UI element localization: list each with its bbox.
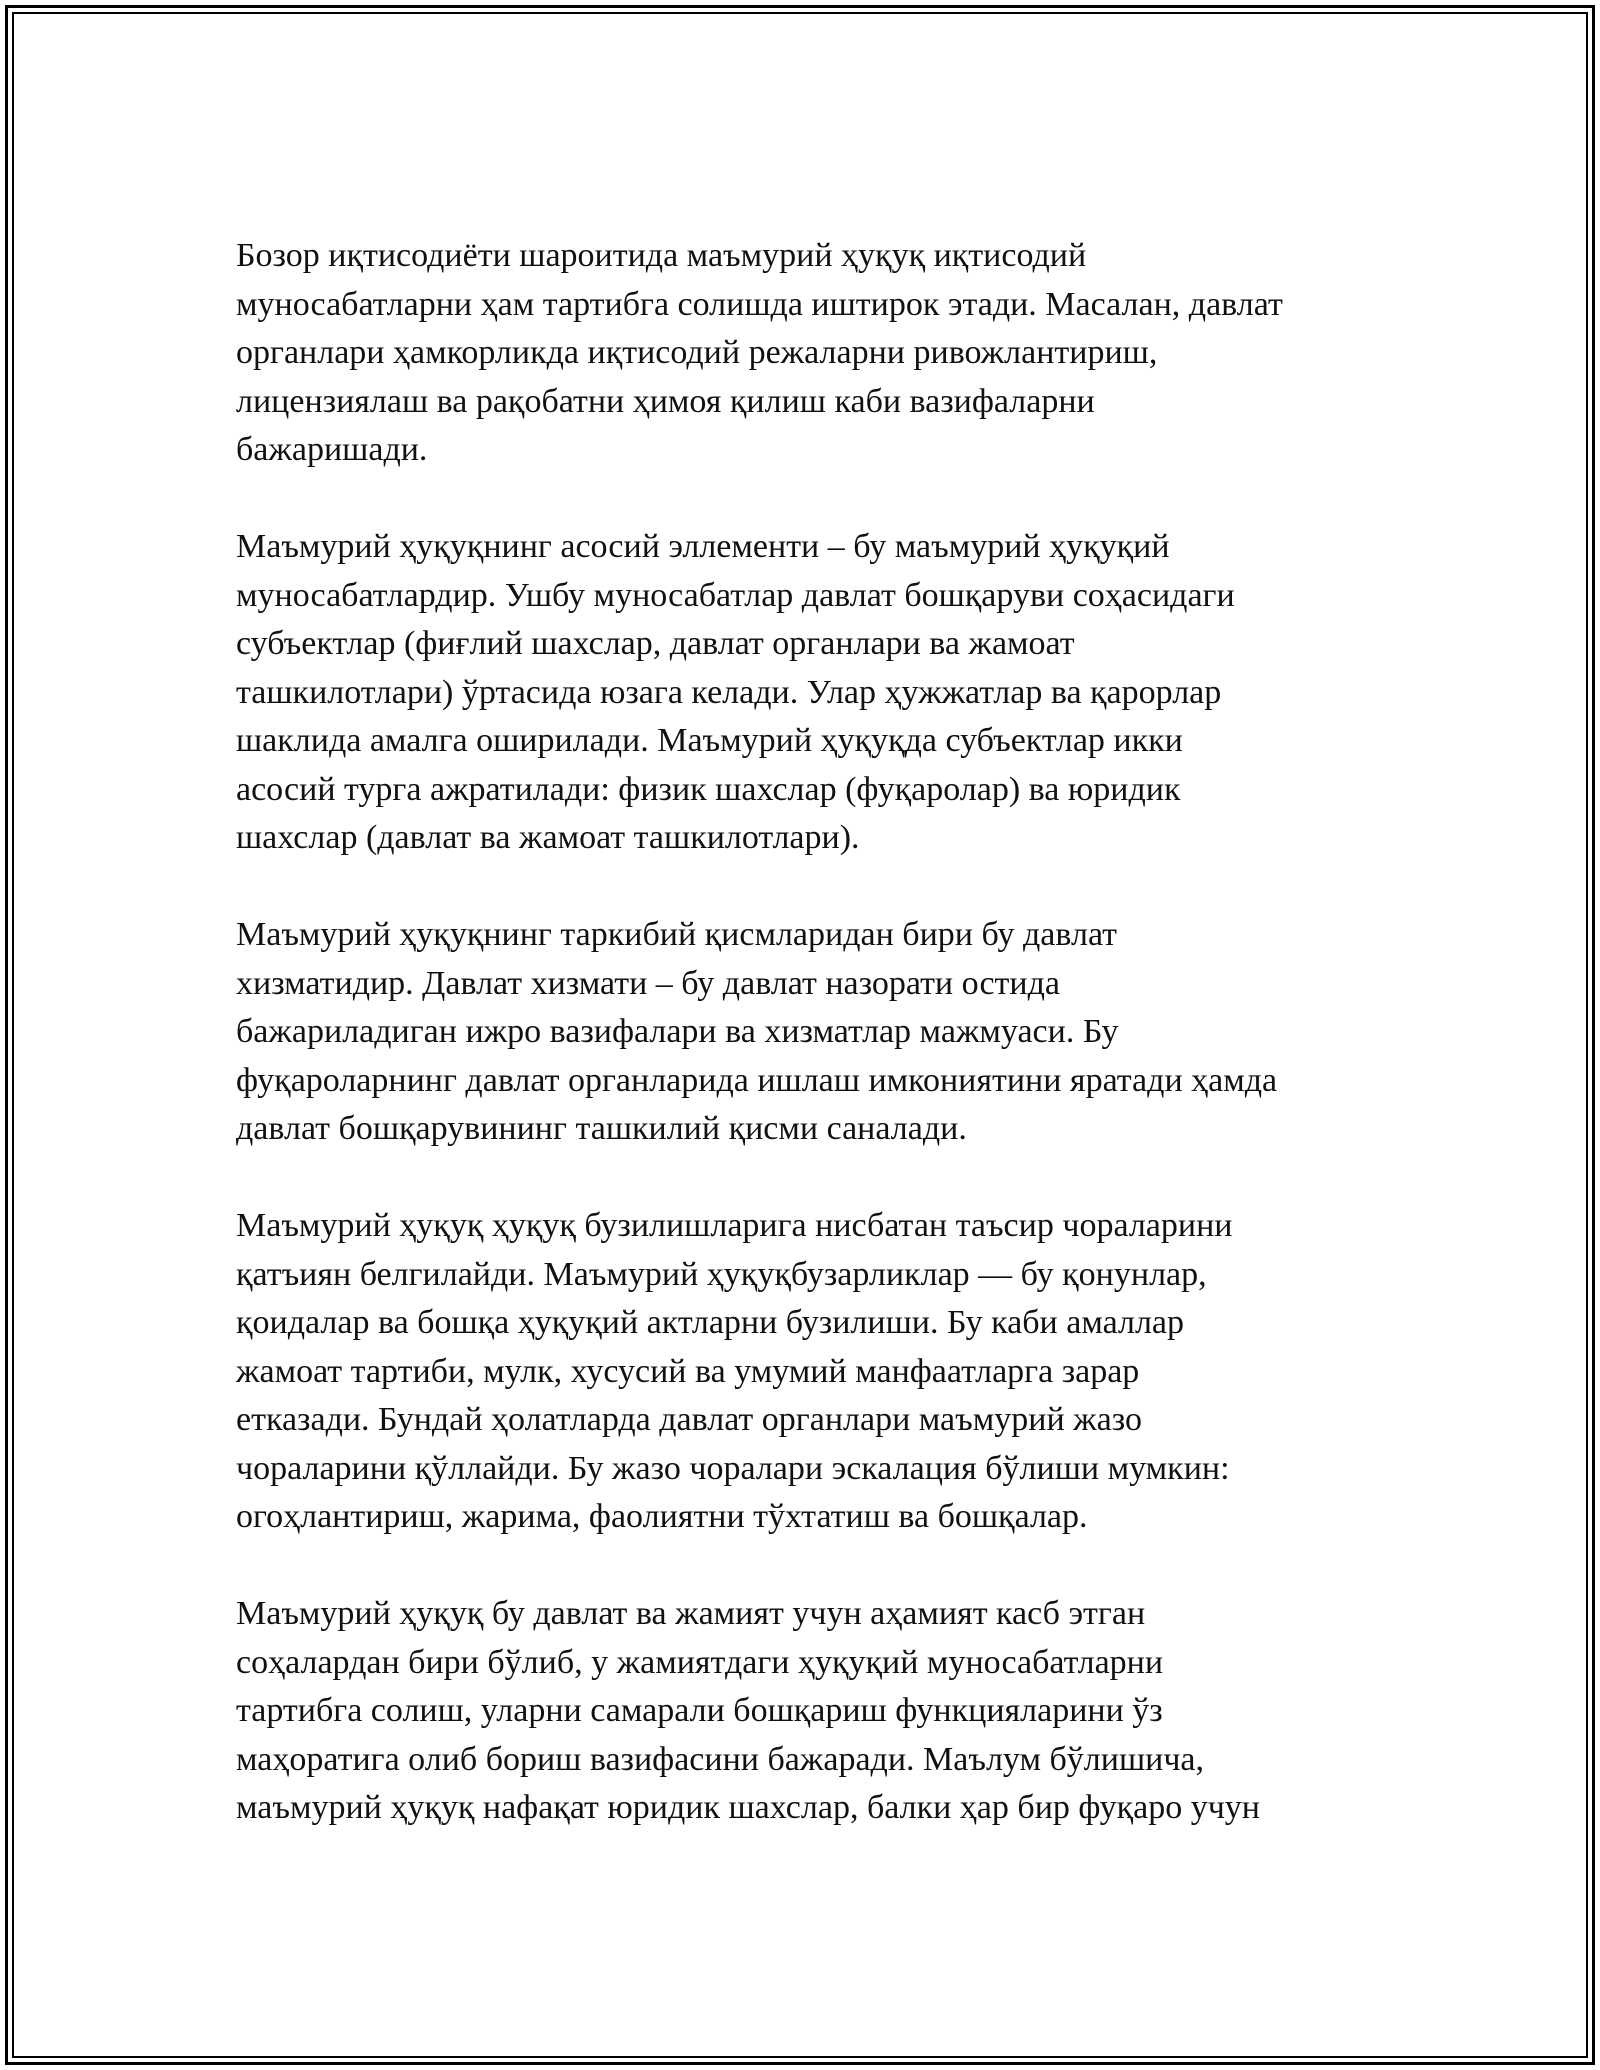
text-line: муносабатлардир. Ушбу муносабатлар давлат бошқаруви соҳасидаги [236, 576, 1235, 614]
text-line: давлат бошқарувининг ташкилий қисми саналади. [236, 1110, 967, 1147]
text-line: лицензиялаш ва рақобатни ҳимоя қилиш каби вазифаларни [236, 382, 1095, 420]
text-line: асосий турга ажратилади: физик шахслар (фуқаролар) ва юридик [236, 770, 1181, 808]
paragraph-4 [236, 1202, 1376, 1542]
text-line: маъмурий ҳуқуқ нафақат юридик шахслар, балки ҳар бир фуқаро учун [236, 1789, 1260, 1826]
text-line: органлари ҳамкорликда иқтисодий режаларни ривожлантириш, [236, 334, 1158, 371]
text-line: Маъмурий ҳуқуқ бу давлат ва жамият учун аҳамият касб этган [236, 1595, 1146, 1632]
text-line: маҳоратига олиб бориш вазифасини бажаради. Маълум бўлишича, [236, 1740, 1205, 1778]
text-line: қоидалар ва бошқа ҳуқуқий актларни бузилиши. Бу каби амаллар [236, 1304, 1185, 1341]
text-line: хизматидир. Давлат хизмати – бу давлат назорати остида [236, 964, 1061, 1002]
text-line: бажаришади. [236, 431, 428, 468]
document-body [236, 232, 1376, 1833]
text-line: шаклида амалга оширилади. Маъмурий ҳуқуқда субъектлар икки [236, 722, 1183, 759]
text-line: Маъмурий ҳуқуқнинг асосий эллементи – бу маъмурий ҳуқуқий [236, 528, 1170, 565]
text-line: етказади. Бундай ҳолатларда давлат органлари маъмурий жазо [236, 1401, 1142, 1438]
paragraph-3 [236, 911, 1376, 1154]
text-line: фуқароларнинг давлат органларида ишлаш имкониятини яратади ҳамда [236, 1061, 1278, 1099]
text-line: бажариладиган ижро вазифалари ва хизматлар мажмуаси. Бу [236, 1013, 1119, 1050]
text-line: тартибга солиш, уларни самарали бошқариш функцияларини ўз [236, 1692, 1163, 1729]
text-line: огоҳлантириш, жарима, фаолиятни тўхтатиш ва бошқалар. [236, 1498, 1088, 1535]
text-line: жамоат тартиби, мулк, хусусий ва умумий манфаатларга зарар [236, 1352, 1140, 1390]
text-line: субъектлар (фиғлий шахслар, давлат органлари ва жамоат [236, 625, 1075, 662]
text-line: Маъмурий ҳуқуқ ҳуқуқ бузилишларига нисбатан таъсир чораларини [236, 1207, 1233, 1244]
text-line: соҳалардан бири бўлиб, у жамиятдаги ҳуқуқий муносабатларни [236, 1643, 1164, 1681]
text-line: чораларини қўллайди. Бу жазо чоралари эскалация бўлиши мумкин: [236, 1449, 1230, 1487]
paragraph-1 [236, 232, 1376, 475]
text-line: шахслар (давлат ва жамоат ташкилотлари). [236, 819, 860, 856]
text-line: қатъиян белгилайди. Маъмурий ҳуқуқбузарликлар — бу қонунлар, [236, 1255, 1207, 1293]
text-line: Маъмурий ҳуқуқнинг таркибий қисмларидан бири бу давлат [236, 916, 1118, 953]
paragraph-5 [236, 1590, 1376, 1833]
text-line: Бозор иқтисодиёти шароитида маъмурий ҳуқуқ иқтисодий [236, 237, 1087, 274]
paragraph-2 [236, 523, 1376, 863]
text-line: муносабатларни ҳам тартибга солишда иштирок этади. Масалан, давлат [236, 285, 1283, 323]
text-line: ташкилотлари) ўртасида юзага келади. Улар ҳужжатлар ва қарорлар [236, 673, 1222, 711]
